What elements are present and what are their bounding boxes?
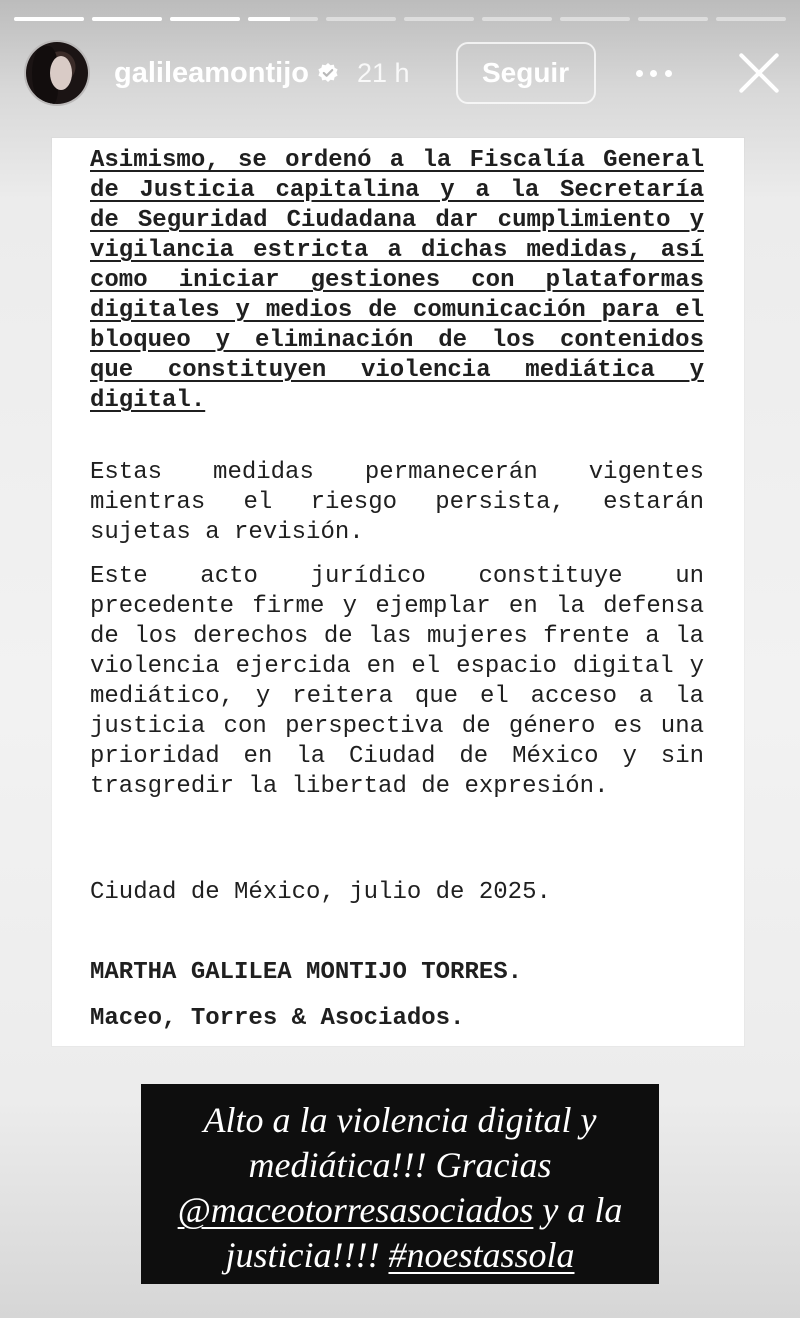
document-date: Ciudad de México, julio de 2025.: [90, 879, 551, 906]
document-paragraph: Asimismo, se ordenó a la Fiscalía General de Justicia capitalina y a la Secretaría de Seguridad Ciudadana dar cumplimiento y vigilancia estricta a dichas medidas, así como iniciar gestiones con plataformas digitales y medios de comunicación para el bloqueo y eliminación de los contenidos que constituyen violencia mediática y digital.: [90, 147, 704, 414]
story-header: [24, 40, 782, 106]
caption-mention[interactable]: @maceotorresasociados: [177, 1190, 534, 1230]
caption-hashtag[interactable]: #noestassola: [388, 1235, 575, 1275]
follow-button[interactable]: Seguir: [456, 42, 596, 104]
more-icon[interactable]: [636, 70, 672, 77]
progress-segment: [482, 17, 552, 21]
post-time: 21 h: [356, 57, 410, 88]
progress-segment: [92, 17, 162, 21]
document-image: [52, 138, 744, 1046]
progress-segment: [248, 17, 318, 21]
document-paragraph: Este acto jurídico constituye un precedente firme y ejemplar en la defensa de los derechos de las mujeres frente a la violencia ejercida en el espacio digital y mediático, y reitera que el acceso a la justicia con perspectiva de género es una prioridad en la Ciudad de México y sin trasgredir la libertad de expresión.: [90, 563, 704, 800]
progress-segment: [326, 17, 396, 21]
close-icon[interactable]: [736, 50, 782, 96]
avatar[interactable]: [24, 40, 90, 106]
progress-segment: [170, 17, 240, 21]
caption-text: y a la justicia!!!!: [225, 1190, 623, 1275]
verified-badge-icon: [317, 62, 339, 84]
caption-text: Alto a la violencia digital y mediática!!! Gracias: [203, 1100, 597, 1185]
document-firm: Maceo, Torres & Asociados.: [90, 1005, 465, 1032]
progress-segment: [716, 17, 786, 21]
progress-segment: [560, 17, 630, 21]
story-caption: [141, 1084, 659, 1284]
progress-segment: [638, 17, 708, 21]
progress-segment: [14, 17, 84, 21]
story-progress-bar: [14, 17, 786, 21]
username[interactable]: galileamontijo: [114, 56, 309, 89]
progress-segment: [404, 17, 474, 21]
document-paragraph: Estas medidas permanecerán vigentes mientras el riesgo persista, estarán sujetas a revisión.: [90, 459, 704, 546]
document-signer: MARTHA GALILEA MONTIJO TORRES.: [90, 959, 523, 986]
